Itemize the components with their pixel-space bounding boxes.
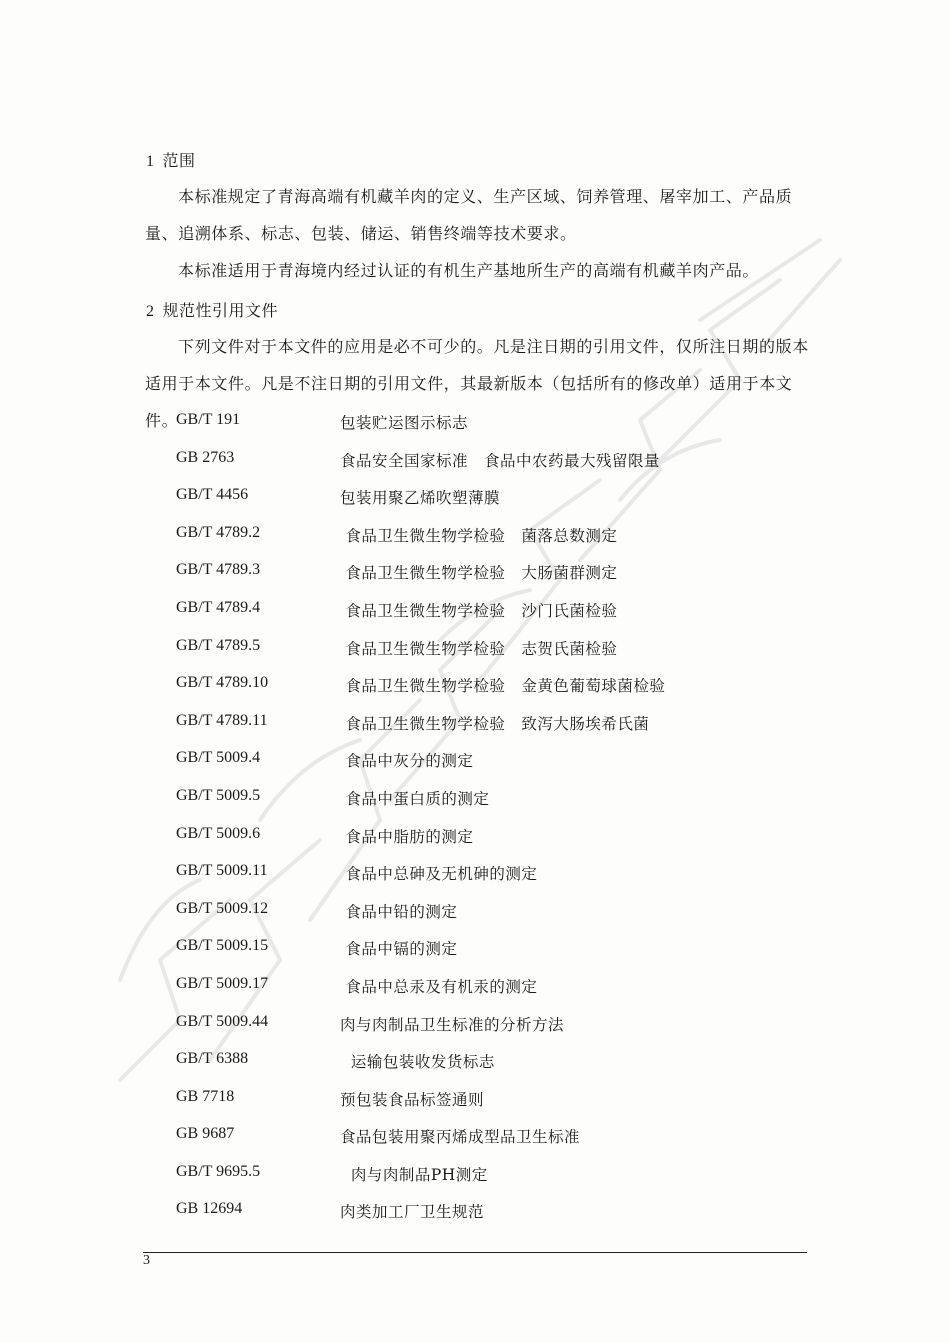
- reference-title: 食品卫生微生物学检验 志贺氏菌检验: [340, 639, 618, 658]
- section-1-title: 范围: [162, 151, 196, 170]
- section-2-intro: 下列文件对于本文件的应用是必不可少的。凡是注日期的引用文件，仅所注日期的版本适用于本文件。凡是不注日期的引用文件，其最新版本（包括所有的修改单）适用于本文件。: [145, 337, 809, 430]
- reference-row: [0, 817, 950, 855]
- section-1-heading: [146, 148, 196, 171]
- reference-code: GB/T 5009.12: [176, 899, 269, 917]
- reference-row: [0, 1117, 950, 1155]
- reference-title: 食品卫生微生物学检验 致泻大肠埃希氏菌: [340, 714, 650, 733]
- reference-title: 预包装食品标签通则: [340, 1090, 485, 1109]
- reference-title: 食品中总汞及有机汞的测定: [340, 977, 538, 996]
- reference-row: [0, 1005, 950, 1043]
- reference-title: 食品卫生微生物学检验 大肠菌群测定: [340, 564, 618, 583]
- reference-row: [0, 478, 950, 516]
- reference-code: GB 12694: [176, 1200, 243, 1218]
- reference-title: 食品安全国家标准 食品中农药最大残留限量: [340, 451, 661, 470]
- section-2-title: 规范性引用文件: [162, 301, 279, 320]
- reference-code: GB/T 4789.11: [176, 711, 268, 729]
- reference-title: 肉与肉制品PH测定: [340, 1165, 488, 1184]
- reference-title: 食品卫生微生物学检验 沙门氏菌检验: [340, 601, 618, 620]
- reference-code: GB/T 4789.10: [176, 674, 269, 692]
- reference-title: 食品中总砷及无机砷的测定: [340, 865, 538, 884]
- reference-title: 肉类加工厂卫生规范: [340, 1203, 485, 1222]
- reference-code: GB/T 4456: [176, 486, 249, 504]
- reference-code: GB 2763: [176, 448, 235, 466]
- reference-row: [0, 854, 950, 892]
- reference-row: [0, 516, 950, 554]
- reference-row: [0, 1042, 950, 1080]
- reference-row: [0, 929, 950, 967]
- reference-code: GB/T 5009.17: [176, 974, 269, 992]
- reference-code: GB/T 6388: [176, 1050, 249, 1068]
- reference-row: [0, 1080, 950, 1118]
- reference-row: [0, 1192, 950, 1230]
- reference-title: 食品中蛋白质的测定: [340, 789, 490, 808]
- reference-title: 食品卫生微生物学检验 菌落总数测定: [340, 526, 618, 545]
- section-1-paragraph-scope: 本标准规定了青海高端有机藏羊肉的定义、生产区域、饲养管理、屠宰加工、产品质量、追溯体系、标志、包装、储运、销售终端等技术要求。: [145, 187, 793, 243]
- reference-title: 运输包装收发货标志: [340, 1053, 495, 1072]
- reference-title: 食品中铅的测定: [340, 902, 458, 921]
- reference-code: GB 9687: [176, 1125, 235, 1143]
- footer-divider: [143, 1252, 807, 1253]
- reference-code: GB/T 5009.11: [176, 862, 268, 880]
- reference-row: [0, 967, 950, 1005]
- section-2-number: 2: [146, 303, 155, 320]
- reference-code: GB/T 5009.4: [176, 749, 261, 767]
- reference-title: 包装用聚乙烯吹塑薄膜: [340, 489, 501, 508]
- reference-code: GB/T 5009.44: [176, 1012, 269, 1030]
- reference-row: [0, 403, 950, 441]
- section-2-heading: [146, 298, 278, 321]
- reference-row: [0, 591, 950, 629]
- section-1-number: 1: [146, 153, 155, 170]
- reference-code: GB/T 4789.5: [176, 636, 261, 654]
- reference-title: 食品包装用聚丙烯成型品卫生标准: [340, 1128, 581, 1147]
- reference-row: [0, 441, 950, 479]
- reference-title: 包装贮运图示标志: [340, 414, 469, 432]
- reference-code: GB/T 4789.2: [176, 523, 261, 541]
- reference-row: [0, 1155, 950, 1193]
- reference-code: GB/T 4789.3: [176, 561, 261, 579]
- reference-row: [0, 666, 950, 704]
- reference-code: GB/T 9695.5: [176, 1162, 261, 1180]
- reference-row: [0, 704, 950, 742]
- reference-code: GB 7718: [176, 1087, 235, 1105]
- reference-title: 食品卫生微生物学检验 金黄色葡萄球菌检验: [340, 677, 666, 696]
- reference-code: GB/T 191: [176, 411, 241, 428]
- reference-code: GB/T 5009.15: [176, 937, 269, 955]
- reference-row: [0, 629, 950, 667]
- page-number: 3: [143, 1253, 150, 1268]
- reference-title: 食品中脂肪的测定: [340, 827, 474, 846]
- reference-row: [0, 779, 950, 817]
- reference-title: 食品中镉的测定: [340, 940, 458, 959]
- normative-reference-list: [0, 403, 950, 1230]
- reference-row: [0, 553, 950, 591]
- reference-title: 肉与肉制品卫生标准的分析方法: [340, 1015, 565, 1034]
- reference-row: [0, 741, 950, 779]
- reference-code: GB/T 5009.5: [176, 786, 261, 804]
- reference-code: GB/T 4789.4: [176, 598, 261, 616]
- reference-title: 食品中灰分的测定: [340, 752, 474, 771]
- reference-code: GB/T 5009.6: [176, 824, 261, 842]
- section-1-paragraph-applicability: 本标准适用于青海境内经过认证的有机生产基地所生产的高端有机藏羊肉产品。: [178, 261, 760, 280]
- reference-row: [0, 892, 950, 930]
